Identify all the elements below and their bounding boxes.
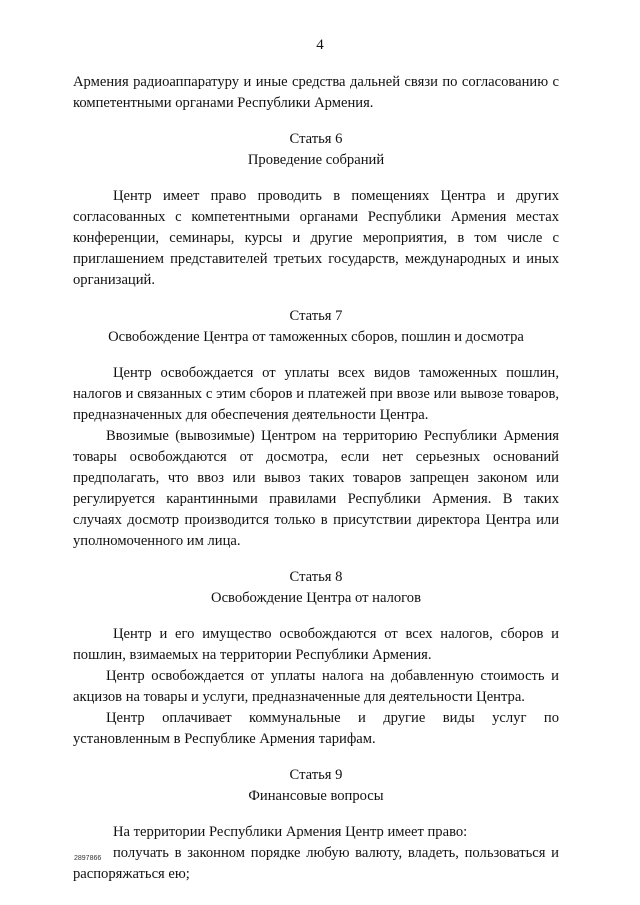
article-title: Освобождение Центра от налогов xyxy=(211,590,421,606)
article-8-paragraph-3: Центр оплачивает коммунальные и другие виды услуг по установленным в Республике Армения тарифам. xyxy=(73,710,559,747)
article-8-paragraph-2: Центр освобождается от уплаты налога на добавленную стоимость и акцизов на товары и услуги, предназначенные для деятельности Центра. xyxy=(73,668,559,705)
article-8-heading xyxy=(73,567,559,609)
article-9-paragraph-1: На территории Республики Армения Центр имеет право: xyxy=(113,824,468,840)
article-title: Проведение собраний xyxy=(247,152,385,168)
article-6-heading xyxy=(73,129,559,171)
article-9-heading xyxy=(73,765,559,807)
page-number: 4 xyxy=(316,37,324,53)
article-title: Освобождение Центра от таможенных сборов, пошлин и досмотра xyxy=(108,329,524,345)
article-7-paragraph-2: Ввозимые (вывозимые) Центром на территорию Республики Армения товары освобождаются от досмотра, если нет серьезных оснований предполагать, что ввоз или вывоз таких товаров запрещен законом или регулируется карантинными правилами Республики Армения. В таких случаях досмотр производится только в присутствии директора Центра или уполномоченного им лица. xyxy=(73,428,559,549)
article-number: Статья 9 xyxy=(289,767,343,783)
article-number: Статья 8 xyxy=(289,569,343,585)
article-7-heading xyxy=(73,306,559,348)
intro-paragraph: Армения радиоаппаратуру и иные средства дальней связи по согласованию с компетентными органами Республики Армения. xyxy=(73,74,559,111)
article-number: Статья 6 xyxy=(289,131,343,147)
article-number: Статья 7 xyxy=(289,308,343,324)
document-code: 2897866 xyxy=(74,855,102,862)
document-body xyxy=(73,72,559,885)
article-6-paragraph-1: Центр имеет право проводить в помещениях Центра и других согласованных с компетентными органами Республики Армения местах конференции, семинары, курсы и другие мероприятия, в том числе с приглашением представителей третьих государств, международных и иных организаций. xyxy=(73,188,559,288)
article-8-paragraph-1: Центр и его имущество освобождаются от всех налогов, сборов и пошлин, взимаемых на территории Республики Армения. xyxy=(73,626,559,663)
article-7-paragraph-1: Центр освобождается от уплаты всех видов таможенных пошлин, налогов и связанных с этим сборов и платежей при ввозе или вывозе товаров, предназначенных для обеспечения деятельности Центра. xyxy=(73,365,559,423)
article-9-paragraph-2: получать в законном порядке любую валюту, владеть, пользоваться и распоряжаться ею; xyxy=(73,845,559,882)
article-title: Финансовые вопросы xyxy=(248,788,384,804)
